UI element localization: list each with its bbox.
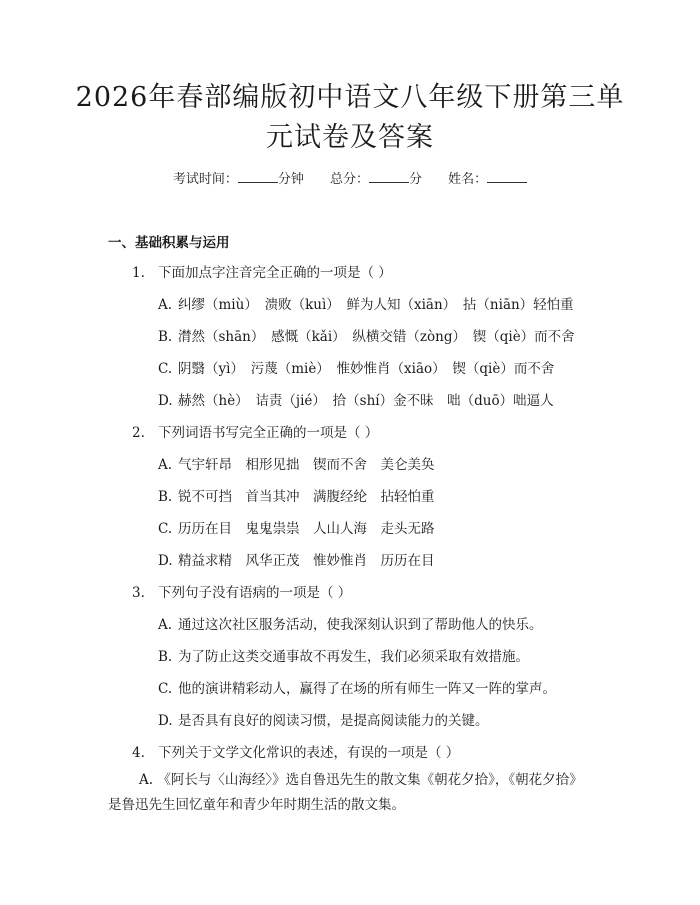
option-text: 阴翳（yì） 污蔑（miè） 惟妙惟肖（xiāo） 锲（qiè）而不舍 (178, 361, 555, 377)
option-text: 锐不可挡 首当其冲 满腹经纶 拈轻怕重 (178, 489, 435, 505)
score-unit: 分 (409, 172, 423, 187)
option-label: A. (158, 297, 173, 313)
student-name-field (448, 172, 527, 187)
q2-option-a (158, 453, 435, 473)
option-text: 通过这次社区服务活动，使我深刻认识到了帮助他人的快乐。 (178, 617, 543, 633)
option-text: 纠缪（miù） 溃败（kuì） 鲜为人知（xiān） 拈（niān）轻怕重 (178, 297, 574, 313)
question-stem: 下列词语书写完全正确的一项是（ ） (158, 425, 379, 441)
q2-option-d (158, 549, 435, 569)
name-blank (487, 170, 527, 183)
question-3 (132, 581, 351, 601)
q1-option-c (158, 357, 554, 377)
option-text: 是否具有良好的阅读习惯，是提高阅读能力的关键。 (178, 713, 489, 729)
question-number: 3. (132, 585, 145, 601)
score-label: 总分： (329, 172, 369, 187)
option-label: A. (158, 617, 173, 633)
option-text: 气宇轩昂 相形见拙 锲而不舍 美仑美奂 (178, 457, 435, 473)
question-number: 4. (132, 745, 145, 761)
question-2 (132, 421, 378, 441)
question-stem: 下面加点字注音完全正确的一项是（ ） (158, 265, 392, 281)
option-label: B. (158, 489, 173, 505)
q1-option-d (158, 389, 554, 409)
question-number: 1. (132, 265, 145, 281)
q2-option-b (158, 485, 435, 505)
q3-option-c (158, 677, 556, 697)
option-label: B. (158, 329, 173, 345)
section-heading: 一、基础积累与运用 (108, 235, 230, 251)
score-blank (369, 170, 409, 183)
option-text: 精益求精 风华正茂 惟妙惟肖 历历在目 (178, 553, 435, 569)
option-text: 潸然（shān） 感慨（kǎi） 纵横交错（zòng） 锲（qiè）而不舍 (178, 329, 575, 345)
option-label: A. (158, 457, 173, 473)
option-label: B. (158, 649, 173, 665)
q3-option-a (158, 613, 543, 633)
option-text: 赫然（hè） 诘责（jié） 拾（shí）金不昧 咄（duō）咄逼人 (178, 393, 554, 409)
q3-option-b (158, 645, 529, 665)
option-label: C. (158, 521, 173, 537)
title-line-1: 2026年春部编版初中语文八年级下册第三单 (75, 82, 625, 113)
q1-option-b (158, 325, 575, 345)
q1-option-a (158, 293, 574, 313)
question-number: 2. (132, 425, 145, 441)
total-score-field (330, 172, 426, 187)
option-text: 他的演讲精彩动人，赢得了在场的所有师生一阵又一阵的掌声。 (178, 681, 556, 697)
option-label: C. (158, 681, 173, 697)
option-label: D. (158, 713, 173, 729)
option-label: D. (158, 393, 173, 409)
q4-option-a: A. 《阿长与〈山海经〉》选自鲁迅先生的散文集《朝花夕拾》，《朝花夕拾》是鲁迅先生回忆童年和青少年时期生活的散文集。 (108, 772, 583, 813)
option-text: 历历在目 鬼鬼祟祟 人山人海 走头无路 (178, 521, 435, 537)
time-label: 考试时间： (172, 172, 238, 187)
question-stem: 下列句子没有语病的一项是（ ） (158, 585, 352, 601)
q2-option-c (158, 517, 435, 537)
exam-time-field (173, 172, 308, 187)
option-label: D. (158, 553, 173, 569)
question-stem: 下列关于文学文化常识的表述，有误的一项是（ ） (158, 745, 460, 761)
title-line-2: 元试卷及答案 (266, 122, 434, 153)
time-blank (238, 170, 278, 183)
name-label: 姓名： (448, 172, 488, 187)
q3-option-d (158, 709, 489, 729)
exam-meta (0, 168, 700, 187)
exam-title (60, 78, 640, 158)
option-label: C. (158, 361, 173, 377)
question-4 (132, 741, 459, 761)
option-text: 为了防止这类交通事故不再发生，我们必须采取有效措施。 (178, 649, 529, 665)
question-1 (132, 261, 392, 281)
time-unit: 分钟 (277, 172, 304, 187)
